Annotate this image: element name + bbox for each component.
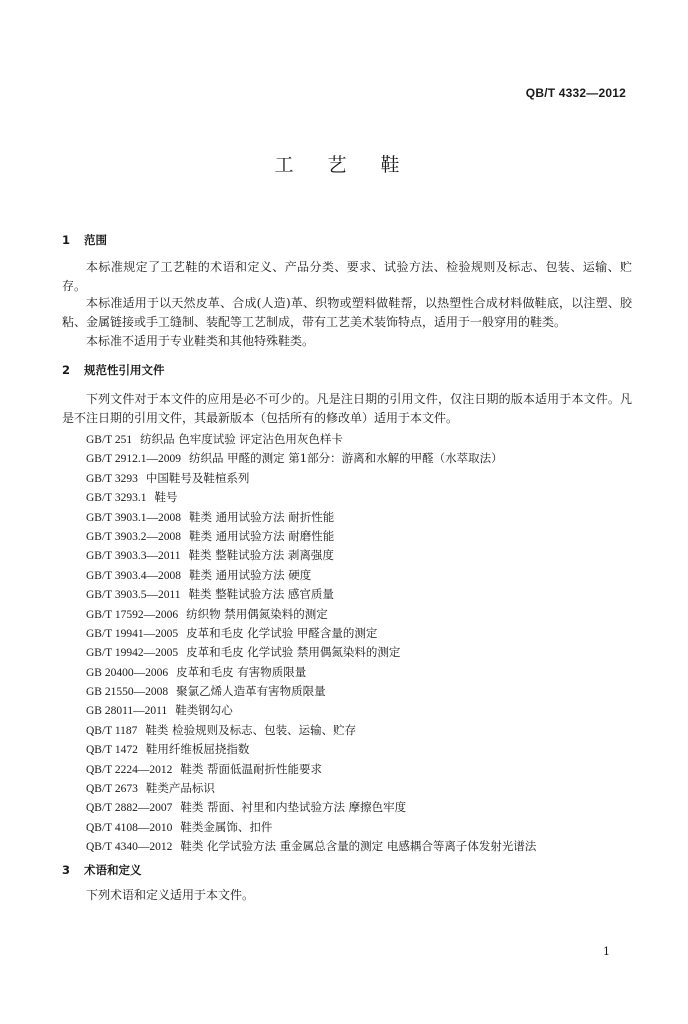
reference-code: QB/T 2673: [86, 783, 138, 796]
reference-item: [86, 449, 536, 468]
reference-code: GB 21550—2008: [86, 686, 169, 699]
scope-paragraph: 本标准规定了工艺鞋的术语和定义、产品分类、要求、试验方法、检验规则及标志、包装、运输、贮存。: [62, 260, 632, 293]
reference-item: [86, 643, 536, 662]
reference-item: [86, 566, 536, 585]
reference-title: 鞋类 化学试验方法 重金属总含量的测定 电感耦合等离子体发射光谱法: [180, 839, 537, 854]
reference-code: GB/T 3903.5—2011: [86, 589, 181, 602]
reference-title: 聚氯乙烯人造革有害物质限量: [176, 684, 326, 699]
reference-title: 鞋类 通用试验方法 硬度: [189, 567, 312, 582]
reference-code: GB/T 3293: [86, 472, 138, 485]
section-number: 3: [62, 863, 71, 877]
reference-code: GB/T 251: [86, 434, 133, 446]
reference-item: [86, 508, 536, 527]
reference-item: [86, 488, 536, 507]
reference-title: 鞋类 整鞋试验方法 剥离强度: [188, 548, 334, 563]
reference-title: 鞋类 检验规则及标志、包装、运输、贮存: [145, 722, 357, 737]
reference-title: 鞋类金属饰、扣件: [180, 819, 273, 834]
reference-code: GB 28011—2011: [86, 705, 168, 718]
reference-title: 鞋类产品标识: [145, 781, 215, 796]
reference-item: [86, 546, 536, 565]
scope-paragraph: 本标准不适用于专业鞋类和其他特殊鞋类。: [86, 334, 315, 348]
reference-item: [86, 779, 536, 798]
reference-title: 鞋类 整鞋试验方法 感官质量: [188, 587, 334, 602]
reference-code: QB/T 2224—2012: [86, 763, 173, 776]
reference-title: 中国鞋号及鞋楦系列: [145, 470, 250, 485]
reference-item: [86, 624, 536, 643]
reference-title: 纺织品 甲醛的测定 第1部分：游离和水解的甲醛（水萃取法）: [189, 451, 503, 466]
reference-title: 纺织品 色牢度试验 评定沾色用灰色样卡: [140, 432, 343, 446]
reference-code: QB/T 2882—2007: [86, 802, 173, 815]
terms-intro: 下列术语和定义适用于本文件。: [86, 888, 255, 902]
standard-code: QB/T 4332—2012: [525, 86, 626, 100]
section-2-heading: [62, 362, 165, 378]
references-list: [86, 430, 536, 857]
reference-item: [86, 682, 536, 701]
reference-item: [86, 740, 536, 759]
reference-code: GB/T 2912.1—2009: [86, 453, 181, 466]
section-number: 2: [62, 363, 71, 377]
references-intro: 下列文件对于本文件的应用是必不可少的。凡是注日期的引用文件，仅注日期的版本适用于本文件。凡是不注日期的引用文件，其最新版本（包括所有的修改单）适用于本文件。: [62, 392, 632, 425]
reference-code: GB/T 3903.2—2008: [86, 530, 181, 543]
reference-title: 皮革和毛皮 化学试验 甲醛含量的测定: [186, 625, 378, 640]
reference-title: 纺织物 禁用偶氮染料的测定: [186, 606, 328, 621]
reference-code: GB/T 3293.1: [86, 492, 147, 505]
reference-item: [86, 760, 536, 779]
reference-title: 鞋类 通用试验方法 耐磨性能: [189, 528, 335, 543]
reference-code: QB/T 1472: [86, 744, 138, 757]
reference-title: 皮革和毛皮 化学试验 禁用偶氮染料的测定: [186, 645, 401, 660]
reference-code: GB/T 17592—2006: [86, 608, 179, 621]
reference-item: [86, 527, 536, 546]
reference-code: QB/T 1187: [86, 724, 138, 737]
reference-item: [86, 818, 536, 837]
reference-code: GB/T 3903.1—2008: [86, 511, 181, 524]
reference-item: [86, 798, 536, 817]
reference-code: QB/T 4108—2010: [86, 821, 173, 834]
reference-code: GB 20400—2006: [86, 666, 169, 679]
reference-title: 鞋用纤维板屈挠指数: [145, 742, 250, 757]
reference-title: 鞋类钢勾心: [175, 703, 233, 718]
scope-paragraph: 本标准适用于以天然皮革、合成(人造)革、织物或塑料做鞋帮，以热塑性合成材料做鞋底，以注塑、胶粘、金属链接或手工缝制、装配等工艺制成，带有工艺美术装饰特点，适用于一般穿用的鞋类。: [62, 296, 632, 329]
reference-title: 鞋类 帮面低温耐折性能要求: [180, 761, 323, 776]
reference-title: 鞋类 通用试验方法 耐折性能: [189, 509, 335, 524]
reference-item: [86, 837, 536, 856]
reference-title: 皮革和毛皮 有害物质限量: [176, 664, 307, 679]
document-title: 工 艺 鞋: [274, 154, 414, 176]
reference-item: [86, 469, 536, 488]
reference-title: 鞋号: [154, 490, 178, 505]
reference-item: [86, 430, 536, 449]
reference-item: [86, 585, 536, 604]
section-title: 术语和定义: [84, 863, 142, 877]
reference-code: GB/T 3903.4—2008: [86, 569, 181, 582]
reference-code: QB/T 4340—2012: [86, 841, 173, 854]
reference-title: 鞋类 帮面、衬里和内垫试验方法 摩擦色牢度: [180, 800, 407, 815]
section-title: 规范性引用文件: [84, 363, 165, 377]
reference-item: [86, 721, 536, 740]
section-title: 范围: [84, 233, 108, 247]
reference-item: [86, 663, 536, 682]
section-3-heading: [62, 862, 142, 878]
section-number: 1: [62, 233, 71, 247]
section-1-heading: [62, 232, 107, 248]
reference-code: GB/T 19941—2005: [86, 627, 179, 640]
reference-item: [86, 701, 536, 720]
page-number: 1: [603, 945, 610, 958]
reference-item: [86, 605, 536, 624]
reference-code: GB/T 19942—2005: [86, 647, 179, 660]
reference-code: GB/T 3903.3—2011: [86, 550, 181, 563]
